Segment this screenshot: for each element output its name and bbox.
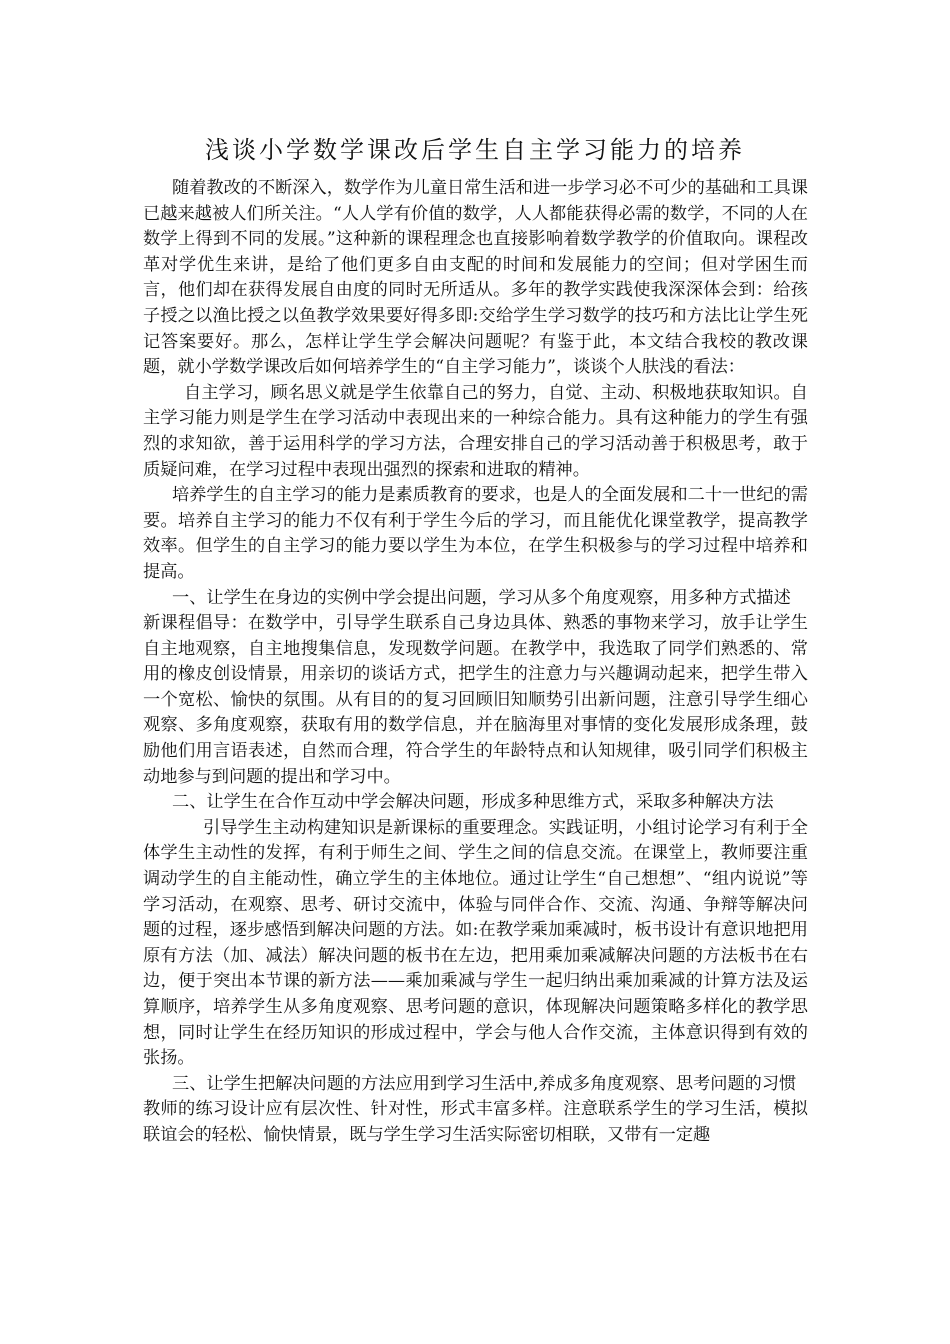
section-heading-1: 一、让学生在身边的实例中学会提出问题，学习从多个角度观察，用多种方式描述 [172, 587, 791, 608]
paragraph-intro: 随着教改的不断深入，数学作为儿童日常生活和进一步学习必不可少的基础和工具课已越来越被人们所关注。“人人学有价值的数学，人人都能获得必需的数学，不同的人在数学上得到不同的发展。”这种新的课程理念也直接影响着数学教学的价值取向。课程改革对学优生来讲，是给了他们更多自由支配的时间和发展能力的空间；但对学困生而言，他们却在获得发展自由度的同时无所适从。多年的教学实践使我深深体会到：给孩子授之以渔比授之以鱼教学效果要好得多即:交给学生学习数学的技巧和方法比让学生死记答案要好。那么，怎样让学生学会解决问题呢？有鉴于此，本文结合我校的教改课题，就小学数学课改后如何培养学生的“自主学习能力”，谈谈个人肤浅的看法： [143, 178, 808, 378]
document-body [143, 176, 808, 1149]
paragraph-definition: 自主学习，顾名思义就是学生依靠自己的努力，自觉、主动、积极地获取知识。自主学习能力则是学生在学习活动中表现出来的一种综合能力。具有这种能力的学生有强烈的求知欲，善于运用科学的学习方法，合理安排自己的学习活动善于积极思考，敢于质疑问难，在学习过程中表现出强烈的探索和进取的精神。 [143, 382, 808, 480]
paragraph-section-1: 新课程倡导：在数学中，引导学生联系自己身边具体、熟悉的事物来学习，放手让学生自主地观察，自主地搜集信息，发现数学问题。在教学中，我选取了同学们熟悉的、常用的橡皮创设情景，用亲切的谈话方式，把学生的注意力与兴趣调动起来，把学生带入一个宽松、愉快的氛围。从有目的的复习回顾旧知顺势引出新问题，注意引导学生细心观察、多角度观察，获取有用的数学信息，并在脑海里对事情的变化发展形成条理，鼓励他们用言语表述，自然而合理，符合学生的年龄特点和认知规律，吸引同学们积极主动地参与到问题的提出和学习中。 [143, 613, 808, 787]
section-heading-2: 二、让学生在合作互动中学会解决问题，形成多种思维方式，采取多种解决方法 [172, 792, 774, 813]
document-title: 浅谈小学数学课改后学生自主学习能力的培养 [205, 136, 745, 164]
section-heading-3: 三、让学生把解决问题的方法应用到学习生活中,养成多角度观察、思考问题的习惯 [172, 1073, 797, 1094]
paragraph-section-2: 引导学生主动构建知识是新课标的重要理念。实践证明，小组讨论学习有利于全体学生主动性的发挥，有利于师生之间、学生之间的信息交流。在课堂上，教师要注重调动学生的自主能动性，确立学生的主体地位。通过让学生“自己想想”、“组内说说”等学习活动，在观察、思考、研讨交流中，体验与同伴合作、交流、沟通、争辩等解决问题的过程，逐步感悟到解决问题的方法。如:在教学乘加乘减时，板书设计有意识地把用原有方法（加、减法）解决问题的板书在左边，把用乘加乘减解决问题的方法板书在右边，便于突出本节课的新方法——乘加乘减与学生一起归纳出乘加乘减的计算方法及运算顺序，培养学生从多角度观察、思考问题的意识，体现解决问题策略多样化的教学思想，同时让学生在经历知识的形成过程中，学会与他人合作交流，主体意识得到有效的张扬。 [143, 817, 808, 1069]
paragraph-significance: 培养学生的自主学习的能力是素质教育的要求，也是人的全面发展和二十一世纪的需要。培养自主学习的能力不仅有利于学生今后的学习，而且能优化课堂教学，提高教学效率。但学生的自主学习的能力要以学生为本位，在学生积极参与的学习过程中培养和提高。 [143, 485, 808, 582]
paragraph-section-3: 教师的练习设计应有层次性、针对性，形式丰富多样。注意联系学生的学习生活，模拟联谊会的轻松、愉快情景，既与学生学习生活实际密切相联，又带有一定趣 [143, 1099, 808, 1145]
